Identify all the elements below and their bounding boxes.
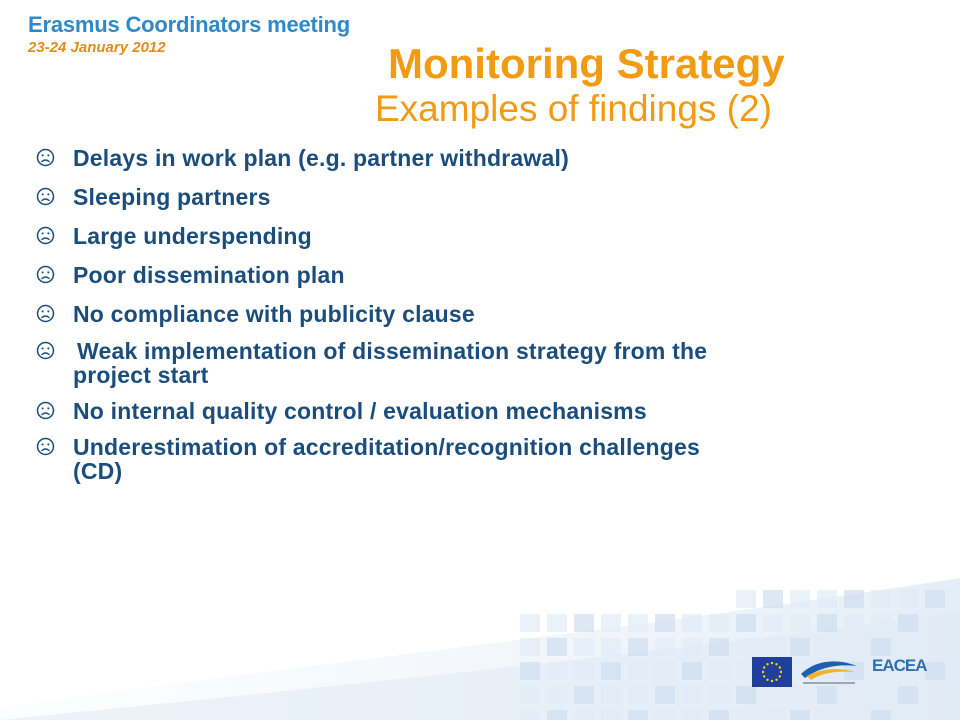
finding-item (36, 399, 916, 423)
sad-face-icon (36, 437, 55, 456)
finding-item (36, 263, 916, 287)
finding-text-line: Poor dissemination plan (73, 262, 345, 288)
finding-item (36, 224, 916, 248)
sad-face-icon (36, 187, 55, 206)
eacea-logo: EACEA (872, 656, 927, 675)
finding-item (36, 435, 916, 483)
finding-item (36, 302, 916, 326)
finding-text-line: Delays in work plan (e.g. partner withdrawal) (73, 145, 569, 171)
slide-title: Monitoring Strategy (388, 40, 785, 87)
finding-text-line: No compliance with publicity clause (73, 301, 475, 327)
finding-item (36, 146, 916, 170)
eu-flag-icon (752, 657, 792, 687)
slide-subtitle: Examples of findings (2) (375, 88, 772, 129)
sad-face-icon (36, 304, 55, 323)
finding-text-line: No internal quality control / evaluation mechanisms (73, 398, 647, 424)
finding-text-line: Underestimation of accreditation/recognition challenges (73, 434, 701, 460)
sad-face-icon (36, 341, 55, 360)
brand-date: 23-24 January 2012 (28, 39, 166, 56)
sad-face-icon (36, 265, 55, 284)
sad-face-icon (36, 401, 55, 420)
sad-face-icon (36, 226, 55, 245)
finding-text-line: Sleeping partners (73, 184, 271, 210)
finding-item (36, 185, 916, 209)
finding-item (36, 339, 916, 387)
finding-text-line: Weak implementation of dissemination strategy from the (77, 338, 708, 364)
findings-list (36, 146, 916, 483)
finding-text-line: Large underspending (73, 223, 312, 249)
finding-text-line: (CD) (73, 458, 123, 484)
brand-title: Erasmus Coordinators meeting (28, 12, 351, 37)
sad-face-icon (36, 148, 55, 167)
brand-header (28, 12, 350, 56)
finding-text-line: project start (73, 362, 209, 388)
education-and-culture-dg-logo (797, 656, 861, 688)
